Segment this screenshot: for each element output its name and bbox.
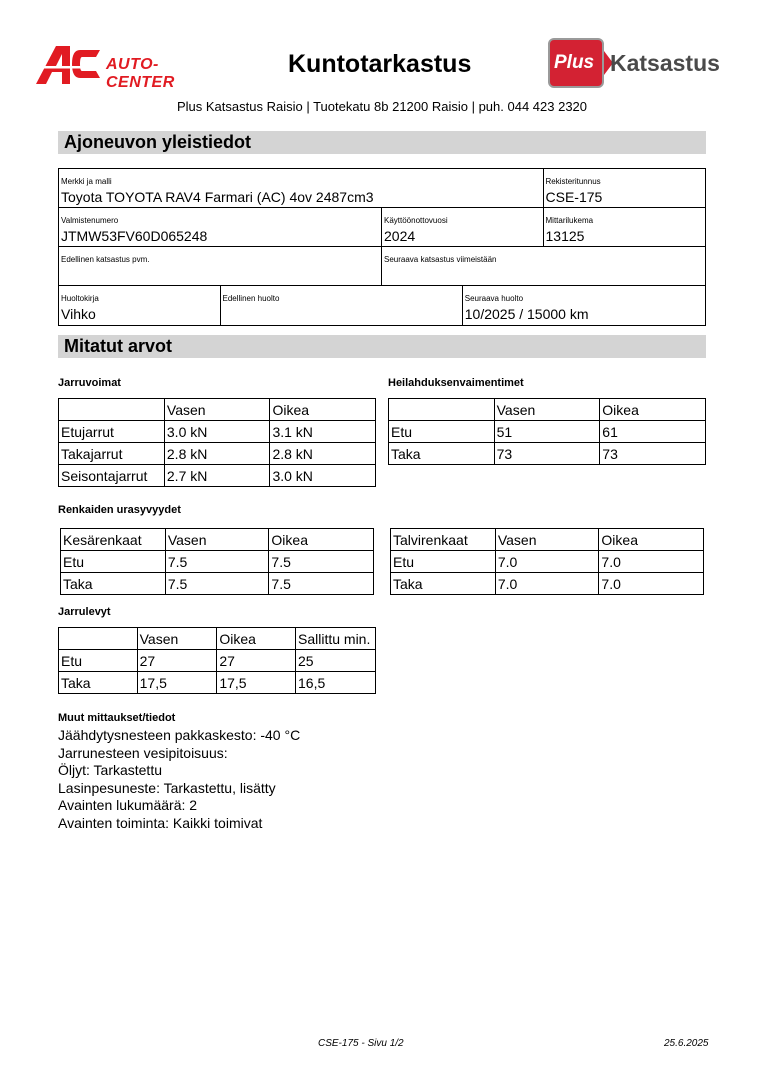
brake-discs-table	[58, 627, 376, 694]
info-row	[59, 247, 705, 286]
table-cell: 25	[296, 650, 376, 672]
next-service-cell	[463, 286, 705, 325]
brake-forces-heading: Jarruvoimat	[58, 377, 121, 389]
table-cell: Taka	[391, 573, 496, 595]
next-service-value: 10/2025 / 15000 km	[464, 306, 589, 322]
table-row	[389, 443, 706, 465]
registration-value: CSE-175	[545, 189, 603, 205]
field-label: Edellinen katsastus pvm.	[61, 255, 150, 264]
shock-absorbers-heading: Heilahduksenvaimentimet	[388, 377, 524, 389]
section-title: Mitatut arvot	[64, 336, 172, 356]
service-book-cell	[59, 286, 221, 325]
shock-absorbers-table	[388, 398, 706, 465]
table-cell: Oikea	[217, 628, 296, 650]
table-header-row	[389, 399, 706, 421]
brake-forces-table	[58, 398, 376, 487]
table-cell: 3.1 kN	[270, 421, 376, 443]
ac-logo-icon	[36, 44, 100, 84]
odometer-cell	[544, 208, 706, 246]
table-cell: Kesärenkaat	[61, 529, 166, 551]
table-cell: 7.5	[165, 551, 269, 573]
other-measurements-heading: Muut mittaukset/tiedot	[58, 712, 176, 724]
table-row	[59, 443, 376, 465]
service-book-value: Vihko	[61, 306, 96, 322]
summer-tires-table	[60, 528, 374, 595]
field-label: Merkki ja malli	[61, 177, 112, 186]
table-cell: 3.0 kN	[270, 465, 376, 487]
ac-logo-text: AUTO-CENTER	[106, 56, 175, 91]
list-item: Avainten toiminta: Kaikki toimivat	[58, 814, 263, 831]
table-header-row	[61, 529, 374, 551]
table-cell: Sallittu min.	[296, 628, 376, 650]
next-inspection-cell	[382, 247, 705, 285]
table-cell: 2.8 kN	[270, 443, 376, 465]
table-cell: Seisontajarrut	[59, 465, 165, 487]
table-cell: Oikea	[270, 399, 376, 421]
table-cell: Etujarrut	[59, 421, 165, 443]
table-cell: 7.0	[495, 551, 599, 573]
vin-cell	[59, 208, 382, 246]
table-cell: Etu	[61, 551, 166, 573]
table-cell: Taka	[389, 443, 495, 465]
table-cell: Taka	[61, 573, 166, 595]
field-label: Valmistenumero	[61, 216, 119, 225]
plus-badge	[548, 38, 604, 88]
tire-depths-heading: Renkaiden urasyvyydet	[58, 504, 181, 516]
list-item: Avainten lukumäärä: 2	[58, 797, 198, 813]
vehicle-info-grid	[58, 168, 706, 326]
other-measurements-list	[58, 727, 300, 832]
previous-inspection-cell	[59, 247, 382, 285]
table-cell: 61	[600, 421, 706, 443]
list-item: Jäähdytysnesteen pakkaskesto: -40 °C	[58, 727, 301, 743]
list-item: Jarrunesteen vesipitoisuus:	[58, 744, 228, 761]
table-cell	[59, 399, 165, 421]
field-label: Huoltokirja	[61, 294, 99, 303]
table-row	[391, 551, 704, 573]
field-label: Rekisteritunnus	[545, 177, 601, 186]
brake-discs-heading: Jarrulevyt	[58, 606, 111, 618]
table-row	[59, 672, 376, 694]
table-cell: Vasen	[494, 399, 600, 421]
table-row	[389, 421, 706, 443]
table-cell: Oikea	[269, 529, 374, 551]
plus-katsastus-logo	[548, 38, 728, 88]
first-use-year-value: 2024	[384, 228, 416, 244]
previous-service-cell	[221, 286, 463, 325]
table-row	[59, 465, 376, 487]
auto-center-logo	[36, 44, 226, 91]
table-cell: Etu	[391, 551, 496, 573]
table-cell: Etu	[59, 650, 138, 672]
registration-cell	[544, 169, 706, 207]
table-cell: 73	[600, 443, 706, 465]
table-cell: 7.5	[165, 573, 269, 595]
table-header-row	[59, 399, 376, 421]
page-footer-id: CSE-175 - Sivu 1/2	[318, 1038, 404, 1049]
table-cell: 17,5	[217, 672, 296, 694]
info-row	[59, 169, 705, 208]
plus-badge-text: Plus	[554, 52, 595, 73]
table-cell: Etu	[389, 421, 495, 443]
table-cell: Vasen	[165, 529, 269, 551]
table-cell: 17,5	[137, 672, 217, 694]
table-cell: Takajarrut	[59, 443, 165, 465]
table-cell	[59, 628, 138, 650]
section-measured-values	[58, 335, 706, 358]
table-cell: 73	[494, 443, 600, 465]
vin-value: JTMW53FV60D065248	[61, 228, 208, 244]
table-header-row	[391, 529, 704, 551]
table-cell: Vasen	[164, 399, 270, 421]
table-cell: Vasen	[137, 628, 217, 650]
station-address: Plus Katsastus Raisio | Tuotekatu 8b 21200 Raisio | puh. 044 423 2320	[176, 99, 588, 114]
table-cell: 7.0	[599, 573, 704, 595]
list-item: Öljyt: Tarkastettu	[58, 762, 163, 778]
table-cell: 16,5	[296, 672, 376, 694]
field-label: Seuraava katsastus viimeistään	[384, 255, 497, 264]
table-cell: Oikea	[600, 399, 706, 421]
table-row	[61, 551, 374, 573]
page-footer-date: 25.6.2025	[664, 1038, 709, 1049]
table-cell: 7.5	[269, 551, 374, 573]
field-label: Käyttöönottovuosi	[384, 216, 448, 225]
make-model-cell	[59, 169, 544, 207]
table-cell: Taka	[59, 672, 138, 694]
katsastus-logo-text: Katsastus	[610, 50, 720, 76]
table-row	[59, 421, 376, 443]
odometer-value: 13125	[545, 228, 585, 244]
document-title: Kuntotarkastus	[288, 50, 472, 78]
info-row	[59, 286, 705, 325]
table-cell: 27	[217, 650, 296, 672]
table-cell: 7.0	[599, 551, 704, 573]
table-row	[391, 573, 704, 595]
table-cell: Talvirenkaat	[391, 529, 496, 551]
table-cell: 3.0 kN	[164, 421, 270, 443]
table-cell: 2.7 kN	[164, 465, 270, 487]
table-cell: 27	[137, 650, 217, 672]
table-cell: Vasen	[495, 529, 599, 551]
table-cell: 51	[494, 421, 600, 443]
table-row	[59, 650, 376, 672]
first-use-year-cell	[382, 208, 544, 246]
table-header-row	[59, 628, 376, 650]
table-cell: 2.8 kN	[164, 443, 270, 465]
make-model-value: Toyota TOYOTA RAV4 Farmari (AC) 4ov 2487cm3	[61, 189, 374, 205]
winter-tires-table	[390, 528, 704, 595]
field-label: Mittarilukema	[545, 216, 594, 225]
list-item: Lasinpesuneste: Tarkastettu, lisätty	[58, 779, 276, 796]
table-cell	[389, 399, 495, 421]
table-cell: Oikea	[599, 529, 704, 551]
table-cell: 7.0	[495, 573, 599, 595]
field-label: Seuraava huolto	[464, 294, 524, 303]
info-row	[59, 208, 705, 247]
field-label: Edellinen huolto	[222, 294, 280, 303]
table-row	[61, 573, 374, 595]
section-title: Ajoneuvon yleistiedot	[64, 132, 252, 152]
table-cell: 7.5	[269, 573, 374, 595]
section-vehicle-info	[58, 131, 706, 154]
